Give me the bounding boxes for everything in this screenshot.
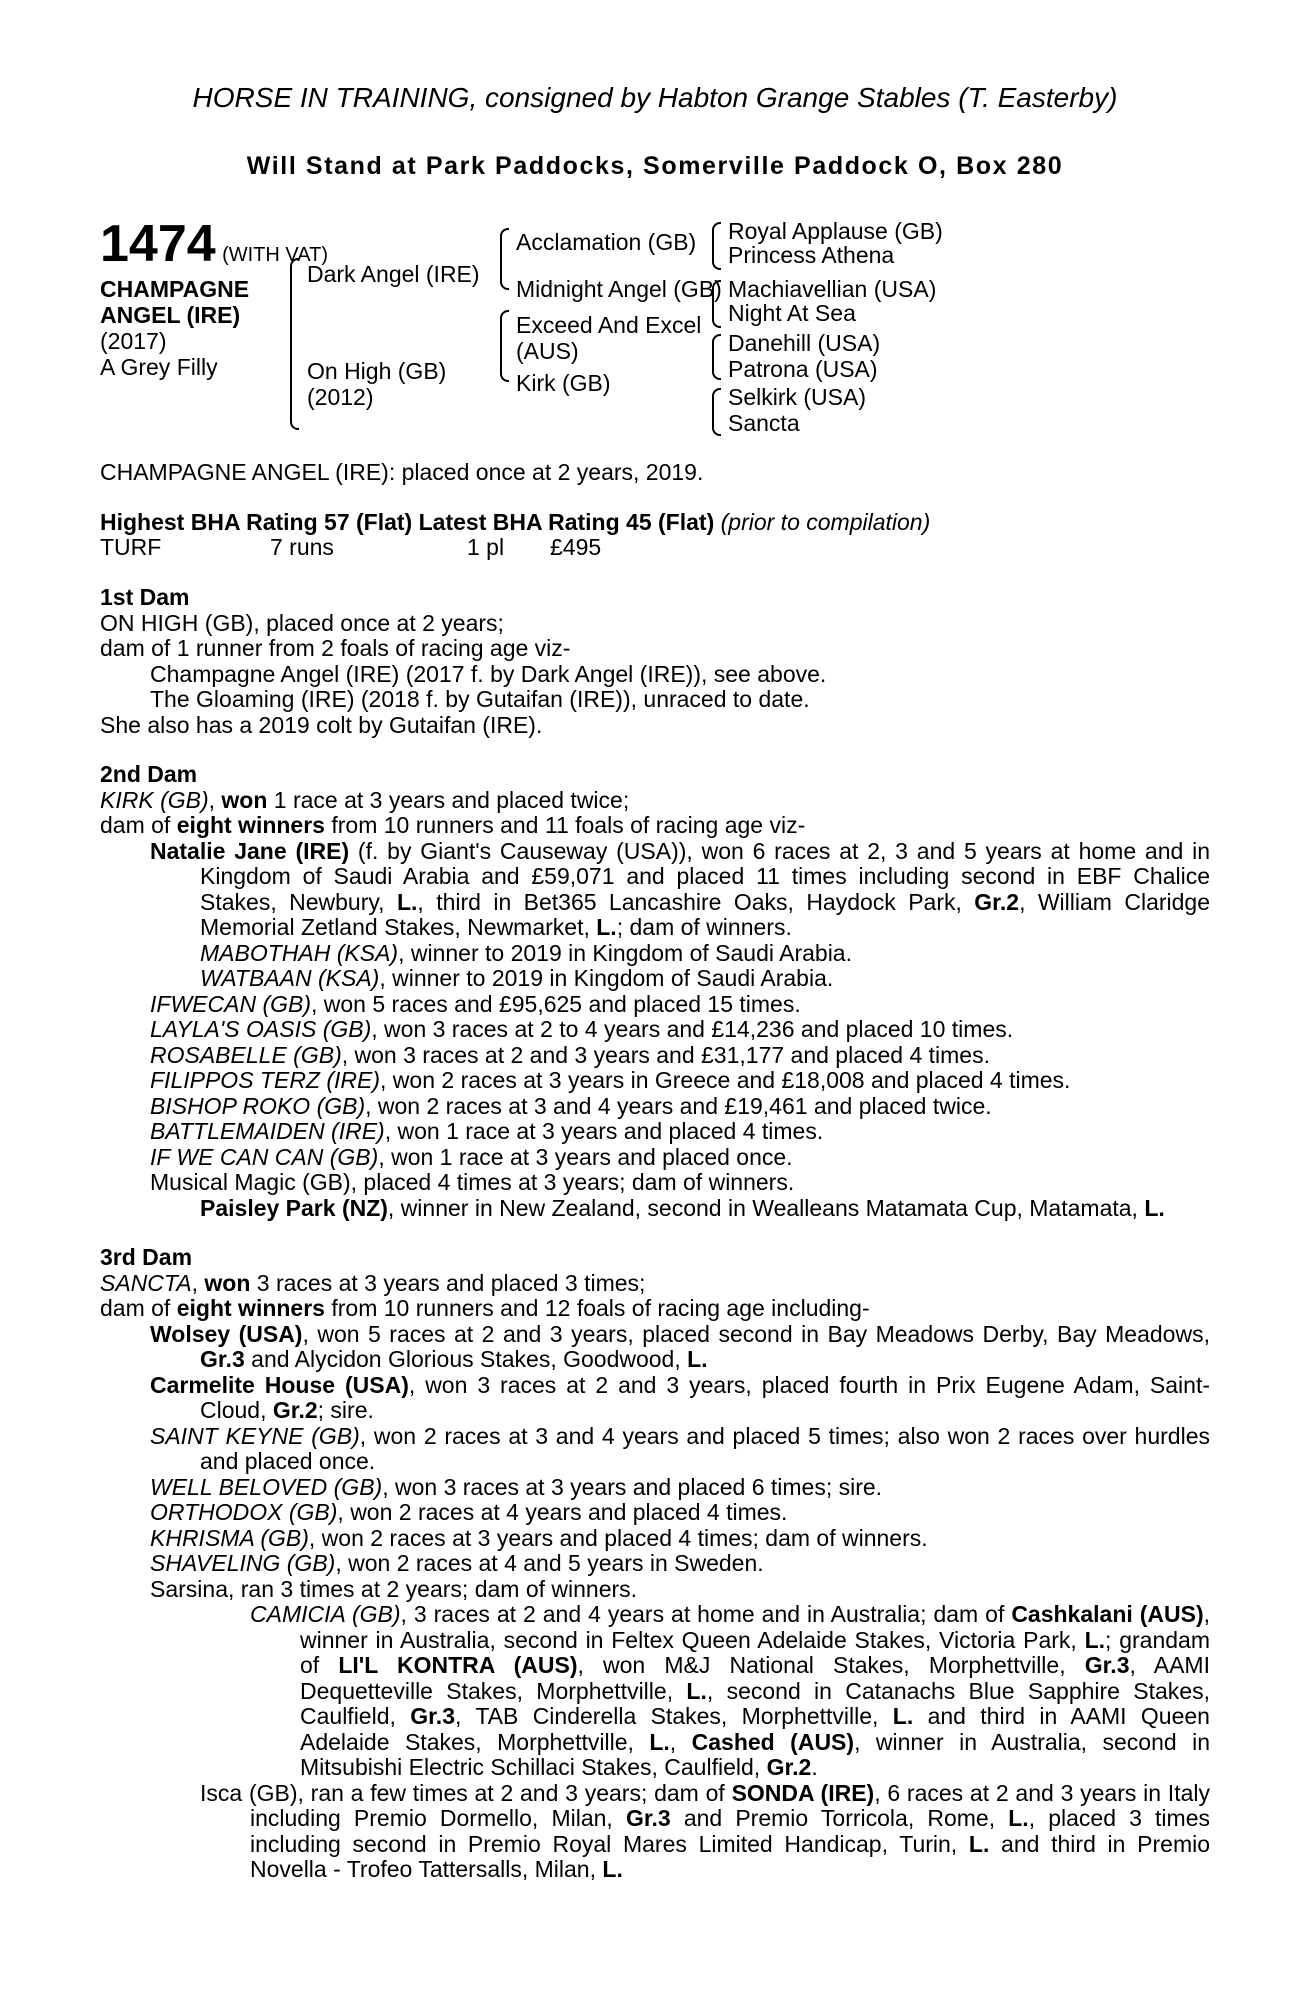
placings: 1 pl — [467, 534, 505, 560]
first-dam-line: ON HIGH (GB), placed once at 2 years; — [100, 609, 504, 636]
sire-dam-bracket — [290, 258, 299, 430]
list-item — [100, 1781, 1210, 1883]
list-item — [100, 992, 1210, 1018]
listed-label: L. — [687, 1346, 708, 1372]
produce-summary: from 10 runners and 12 foals of racing age including- — [324, 1295, 870, 1321]
vat-note: (WITH VAT) — [222, 244, 328, 266]
record-text: , won 3 races at 2 and 3 years, placed fourth in Prix Eugene Adam, Saint-Cloud, — [200, 1371, 1210, 1423]
dam-dam: Kirk (GB) — [516, 370, 611, 396]
listed-label: L. — [1144, 1194, 1165, 1221]
record-text: , — [669, 1728, 692, 1755]
listed-label: L. — [892, 1703, 914, 1729]
group-label: Gr.3 — [625, 1805, 671, 1831]
horse-name: LAYLA'S OASIS (GB) — [150, 1016, 372, 1042]
group-label: Gr.2 — [272, 1397, 318, 1423]
record-text: , winner in Australia, second in Feltex Queen Adelaide Stakes, Victoria Park, — [300, 1601, 1210, 1653]
rating-line — [100, 510, 1210, 536]
list-item — [100, 1145, 1210, 1171]
dam-sire-1: Exceed And Excel — [516, 312, 702, 338]
record-text: , winner to 2019 in Kingdom of Saudi Arabia. — [398, 939, 852, 966]
record-text: Isca (GB), ran a few times at 2 and 3 years; dam of — [200, 1779, 732, 1806]
list-item — [100, 1119, 1210, 1145]
record-text: , 6 races at 2 and 3 years in Italy including Premio Dormello, Milan, — [250, 1779, 1210, 1831]
list-item — [100, 1500, 1210, 1526]
record-text: ; dam of winners. — [616, 914, 792, 940]
gp-bracket-3 — [712, 334, 721, 380]
second-dam-section — [100, 762, 1210, 1221]
horse-name: BISHOP ROKO (GB) — [150, 1092, 366, 1119]
horse-name: Carmelite House (USA) — [150, 1371, 409, 1398]
dam-of-label: dam of — [100, 812, 177, 838]
listed-label: L. — [602, 1856, 623, 1882]
produce-item: Champagne Angel (IRE) (2017 f. by Dark Angel (IRE)), see above. — [150, 660, 827, 687]
list-item — [100, 1475, 1210, 1501]
horse-name: ROSABELLE (GB) — [150, 1041, 342, 1068]
record-text: , winner to 2019 in Kingdom of Saudi Arabia. — [379, 965, 834, 991]
record-text: (f. by Giant's Causeway (USA)), won 6 races at 2, 3 and 5 years at home and in Kingdom of Saudi Arabia and £59,071 and placed 11 times including second in EBF Chalice Stakes, Newbury, — [200, 837, 1210, 915]
listed-label: L. — [686, 1677, 707, 1704]
horse-name: IFWECAN (GB) — [150, 990, 311, 1017]
second-dam-heading: 2nd Dam — [100, 761, 198, 787]
record-text: , won 5 races and £95,625 and placed 15 times. — [311, 990, 801, 1017]
list-item — [100, 1068, 1210, 1094]
winners-count: eight winners — [176, 1295, 325, 1321]
gp-bracket-1 — [712, 222, 721, 270]
sire-dam: Midnight Angel (GB) — [516, 276, 722, 302]
gp-bracket-2 — [712, 280, 721, 328]
horse-name: WELL BELOVED (GB) — [150, 1473, 383, 1500]
sire-parents-bracket — [500, 228, 509, 290]
record-text: . — [811, 1754, 818, 1780]
third-dam-produce — [100, 1296, 1210, 1322]
record-text: and Alycidon Glorious Stakes, Goodwood, — [244, 1346, 688, 1372]
first-dam-section — [100, 585, 1210, 738]
horse-name: LI'L KONTRA (AUS) — [338, 1652, 578, 1678]
first-dam-heading: 1st Dam — [100, 584, 190, 610]
record-text: , 3 races at 2 and 4 years at home and in Australia; dam of — [400, 1601, 1012, 1627]
record-text: , winner in Australia, second in Mitsubishi Electric Schillaci Stakes, Caulfield, — [300, 1728, 1211, 1780]
rating-note: (prior to compilation) — [720, 508, 931, 535]
listed-label: L. — [1008, 1805, 1029, 1831]
catalogue-page — [100, 80, 1210, 1883]
horse-name: BATTLEMAIDEN (IRE) — [150, 1118, 385, 1144]
ggparent-4: Night At Sea — [728, 300, 856, 326]
record-text: , won 2 races at 4 years and placed 4 times. — [337, 1499, 788, 1525]
dam-name: KIRK (GB) — [100, 786, 209, 813]
record-text: , won 3 races at 2 to 4 years and £14,236 and placed 10 times. — [371, 1016, 1014, 1042]
list-item — [100, 966, 1210, 992]
list-item: Musical Magic (GB), placed 4 times at 3 years; dam of winners. — [150, 1169, 795, 1195]
ggparent-1: Royal Applause (GB) — [728, 218, 943, 244]
listed-label: L. — [968, 1830, 990, 1857]
sire-sire: Acclamation (GB) — [516, 229, 697, 255]
record-text: , placed 3 times including second in Premio Royal Mares Limited Handicap, Turin, — [250, 1805, 1210, 1857]
horse-name: Wolsey (USA) — [150, 1320, 303, 1347]
ggparent-8: Sancta — [728, 410, 800, 436]
dam-parents-bracket — [500, 310, 509, 382]
stand-location: Will Stand at Park Paddocks, Somerville Paddock O, Box 280 — [246, 152, 1064, 180]
record-text: , won 2 races at 3 and 4 years and £19,461 and placed twice. — [365, 1092, 992, 1119]
record-text: , third in Bet365 Lancashire Oaks, Haydock Park, — [417, 888, 975, 915]
record-text: , won 3 races at 2 and 3 years and £31,177 and placed 4 times. — [341, 1041, 990, 1068]
dam-sire-2: (AUS) — [516, 338, 579, 364]
list-item: Sarsina, ran 3 times at 2 years; dam of winners. — [150, 1575, 638, 1602]
third-dam-line: SANCTA, won 3 races at 3 years and placed 3 times; — [100, 1269, 646, 1296]
list-item — [100, 1602, 1210, 1781]
record-text: , won 3 races at 3 years and placed 6 times; sire. — [382, 1473, 883, 1500]
horse-name: IF WE CAN CAN (GB) — [150, 1143, 379, 1170]
produce-item: The Gloaming (IRE) (2018 f. by Gutaifan (IRE)), unraced to date. — [150, 686, 810, 712]
horse-name-2: ANGEL (IRE) — [100, 302, 241, 328]
won-label: won — [204, 1269, 251, 1296]
list-item — [100, 1322, 1210, 1373]
horse-name: KHRISMA (GB) — [150, 1524, 309, 1551]
race-summary: CHAMPAGNE ANGEL (IRE): placed once at 2 years, 2019. — [100, 459, 704, 485]
record-text: and third in AAMI Queen Adelaide Stakes, Morphettville, — [300, 1703, 1210, 1755]
horse-name: CAMICIA (GB) — [250, 1601, 401, 1627]
record-text: , won 1 race at 3 years and placed 4 times. — [384, 1118, 824, 1144]
ggparent-7: Selkirk (USA) — [728, 384, 867, 410]
record-text: , won 2 races at 3 years and placed 4 times; dam of winners. — [308, 1524, 928, 1551]
dam-record: 3 races at 3 years and placed 3 times; — [250, 1269, 646, 1296]
surface: TURF — [100, 534, 162, 560]
ggparent-3: Machiavellian (USA) — [728, 276, 937, 302]
list-item — [100, 1196, 1210, 1222]
rating-text: Highest BHA Rating 57 (Flat) Latest BHA Rating 45 (Flat) — [100, 508, 715, 535]
list-item — [100, 1017, 1210, 1043]
earnings: £495 — [550, 534, 602, 560]
produce-summary: from 10 runners and 11 foals of racing age viz- — [324, 812, 806, 838]
horse-name: Cashkalani (AUS) — [1011, 1601, 1204, 1627]
dam-year: (2012) — [307, 384, 374, 410]
record-text: , William Claridge Memorial Zetland Stakes, Newmarket, — [200, 888, 1211, 940]
ggparent-5: Danehill (USA) — [728, 330, 881, 356]
pedigree-block — [100, 215, 1210, 456]
list-item — [100, 839, 1210, 941]
group-label: Gr.3 — [410, 1703, 455, 1729]
horse-name: Natalie Jane (IRE) — [150, 837, 350, 864]
winners-count: eight winners — [176, 812, 325, 838]
record-text: , second in Catanachs Blue Sapphire Stakes, Caulfield, — [300, 1677, 1210, 1729]
record-text: , TAB Cinderella Stakes, Morphettville, — [455, 1703, 893, 1729]
horse-name: SHAVELING (GB) — [150, 1550, 336, 1576]
first-dam-note: She also has a 2019 colt by Gutaifan (IRE). — [100, 711, 543, 738]
horse-name: Cashed (AUS) — [691, 1728, 855, 1755]
listed-label: L. — [649, 1728, 670, 1755]
horse-description: A Grey Filly — [100, 354, 218, 380]
group-label: Gr.2 — [766, 1754, 812, 1780]
horse-name: SAINT KEYNE (GB) — [150, 1422, 360, 1449]
second-dam-produce — [100, 813, 1210, 839]
sire: Dark Angel (IRE) — [307, 261, 480, 287]
lot-number: 1474 — [100, 215, 216, 273]
horse-year: (2017) — [100, 328, 167, 354]
record-text: ; grandam of — [300, 1626, 1210, 1678]
record-text: , winner in New Zealand, second in Wealleans Matamata Cup, Matamata, — [387, 1194, 1145, 1221]
horse-name: Paisley Park (NZ) — [200, 1194, 388, 1221]
list-item — [100, 941, 1210, 967]
record-text: , won 1 race at 3 years and placed once. — [378, 1143, 793, 1170]
record-text: and Premio Torricola, Rome, — [670, 1805, 1009, 1831]
list-item — [100, 1424, 1210, 1475]
dam: On High (GB) — [307, 358, 447, 384]
horse-name: MABOTHAH (KSA) — [200, 939, 399, 966]
record-text: , won 5 races at 2 and 3 years, placed second in Bay Meadows Derby, Bay Meadows, — [302, 1320, 1210, 1347]
record-text: and third in Premio Novella - Trofeo Tattersalls, Milan, — [250, 1830, 1211, 1882]
race-record — [100, 535, 1210, 561]
listed-label: L. — [596, 914, 617, 940]
runs: 7 runs — [270, 534, 334, 560]
group-label: Gr.2 — [974, 888, 1020, 915]
group-label: Gr.3 — [1084, 1652, 1130, 1678]
won-label: won — [221, 786, 268, 813]
list-item — [100, 1043, 1210, 1069]
record-text: , AAMI Dequetteville Stakes, Morphettville, — [300, 1652, 1210, 1704]
dam-of-label: dam of — [100, 1295, 177, 1321]
record-text: ; sire. — [317, 1397, 374, 1423]
record-text: , won 2 races at 4 and 5 years in Sweden. — [335, 1550, 764, 1576]
horse-name: SONDA (IRE) — [731, 1779, 875, 1806]
record-text: , won M&J National Stakes, Morphettville, — [577, 1652, 1085, 1678]
list-item — [100, 1526, 1210, 1552]
listed-label: L. — [396, 888, 418, 915]
listed-label: L. — [1084, 1626, 1106, 1653]
horse-name-1: CHAMPAGNE — [100, 276, 250, 302]
ggparent-2: Princess Athena — [728, 242, 895, 268]
ggparent-6: Patrona (USA) — [728, 356, 878, 382]
consignor-title: HORSE IN TRAINING, consigned by Habton Grange Stables (T. Easterby) — [192, 82, 1118, 113]
dam-record: 1 race at 3 years and placed twice; — [267, 786, 630, 813]
third-dam-heading: 3rd Dam — [100, 1244, 193, 1270]
list-item — [100, 1373, 1210, 1424]
group-label: Gr.3 — [200, 1346, 245, 1372]
horse-name: FILIPPOS TERZ (IRE) — [150, 1067, 381, 1093]
horse-name: ORTHODOX (GB) — [150, 1499, 338, 1525]
second-dam-line: KIRK (GB), won 1 race at 3 years and placed twice; — [100, 786, 630, 813]
first-dam-produce: dam of 1 runner from 2 foals of racing age viz- — [100, 635, 571, 661]
record-text: , won 2 races at 3 years in Greece and £18,008 and placed 4 times. — [380, 1067, 1071, 1093]
list-item — [100, 1094, 1210, 1120]
horse-name: WATBAAN (KSA) — [200, 965, 380, 991]
list-item — [100, 1551, 1210, 1577]
gp-bracket-4 — [712, 388, 721, 436]
third-dam-section — [100, 1245, 1210, 1883]
record-text: , won 2 races at 3 and 4 years and placed 5 times; also won 2 races over hurdles and placed once. — [200, 1422, 1210, 1474]
dam-name: SANCTA — [100, 1269, 192, 1296]
